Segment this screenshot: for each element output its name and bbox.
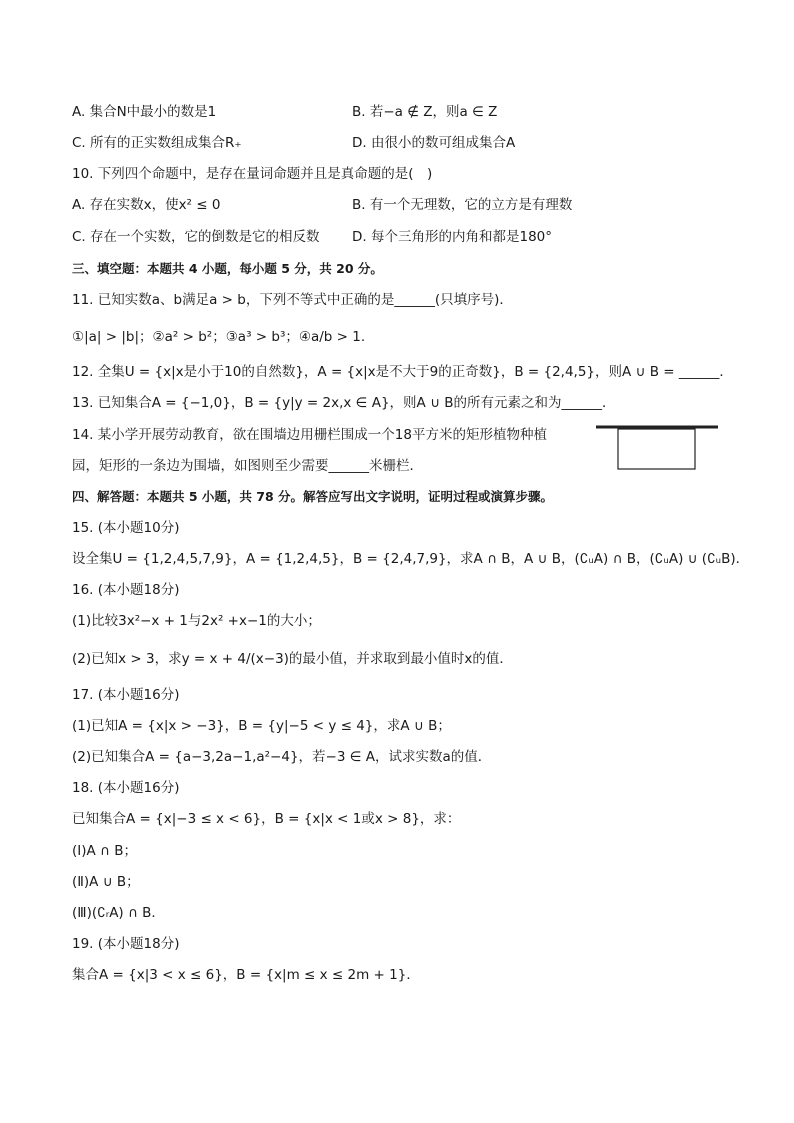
q10-option-d: D. 每个三角形的内角和都是180° — [352, 229, 552, 245]
q18-part1: (Ⅰ)A ∩ B； — [72, 843, 137, 859]
q10-option-b: B. 有一个无理数，它的立方是有理数 — [352, 197, 573, 213]
q12: 12. 全集U = {x|x是小于10的自然数}，A = {x|x是不大于9的正奇数}，B = {2,4,5}，则A ∪ B = ______． — [72, 364, 733, 380]
q10-stem: 10. 下列四个命题中，是存在量词命题并且是真命题的是( ) — [72, 166, 433, 182]
q13: 13. 已知集合A = {−1,0}，B = {y|y = 2x,x ∈ A}，则A ∪ B的所有元素之和为______． — [72, 395, 616, 411]
q14-line1: 14. 某小学开展劳动教育，欲在围墙边用栅栏围成一个18平方米的矩形植物种植 — [72, 427, 547, 443]
q10-option-c: C. 存在一个实数，它的倒数是它的相反数 — [72, 229, 320, 245]
q10-option-a: A. 存在实数x，使x² ≤ 0 — [72, 197, 221, 213]
q16-header: 16. (本小题18分) — [72, 582, 180, 598]
q14-line2: 园，矩形的一条边为围墙，如图则至少需要______米栅栏． — [72, 458, 423, 474]
section3-heading: 三、填空题：本题共 4 小题，每小题 5 分，共 20 分。 — [72, 261, 383, 276]
q18-stem: 已知集合A = {x|−3 ≤ x < 6}，B = {x|x < 1或x > 8}，求： — [72, 811, 461, 827]
q17-part2: (2)已知集合A = {a−3,2a−1,a²−4}，若−3 ∈ A，试求实数a的值． — [72, 749, 492, 765]
q15-header: 15. (本小题10分) — [72, 520, 180, 536]
q18-header: 18. (本小题16分) — [72, 780, 180, 796]
q9-option-b: B. 若−a ∉ Z，则a ∈ Z — [352, 104, 498, 120]
q19-stem: 集合A = {x|3 < x ≤ 6}，B = {x|m ≤ x ≤ 2m + 1}． — [72, 967, 420, 983]
q17-header: 17. (本小题16分) — [72, 687, 180, 703]
q18-part2: (Ⅱ)A ∪ B； — [72, 874, 140, 890]
q9-option-c: C. 所有的正实数组成集合R₊ — [72, 135, 242, 151]
section4-heading: 四、解答题：本题共 5 小题，共 78 分。解答应写出文字说明，证明过程或演算步骤。 — [72, 489, 554, 504]
q11-stem: 11. 已知实数a、b满足a > b，下列不等式中正确的是______(只填序号)． — [72, 292, 513, 308]
q11-options: ①|a| > |b|；②a² > b²；③a³ > b³；④a/b > 1. — [72, 329, 366, 345]
fence-diagram — [594, 423, 720, 473]
q16-part1: (1)比较3x²−x + 1与2x² +x−1的大小； — [72, 613, 321, 629]
q15-body: 设全集U = {1,2,4,5,7,9}，A = {1,2,4,5}，B = {2,4,7,9}，求A ∩ B，A ∪ B，(∁ᵤA) ∩ B，(∁ᵤA) ∪ (∁ᵤB)． — [72, 551, 750, 567]
q9-option-d: D. 由很小的数可组成集合A — [352, 135, 516, 151]
q9-option-a: A. 集合N中最小的数是1 — [72, 104, 217, 120]
q18-part3: (Ⅲ)(∁ᵣA) ∩ B． — [72, 905, 165, 921]
q16-part2: (2)已知x > 3，求y = x + 4/(x−3)的最小值，并求取到最小值时x的值． — [72, 651, 513, 667]
fence-rectangle — [618, 429, 695, 469]
q19-header: 19. (本小题18分) — [72, 936, 180, 952]
q17-part1: (1)已知A = {x|x > −3}，B = {y|−5 < y ≤ 4}，求A ∪ B； — [72, 718, 451, 734]
